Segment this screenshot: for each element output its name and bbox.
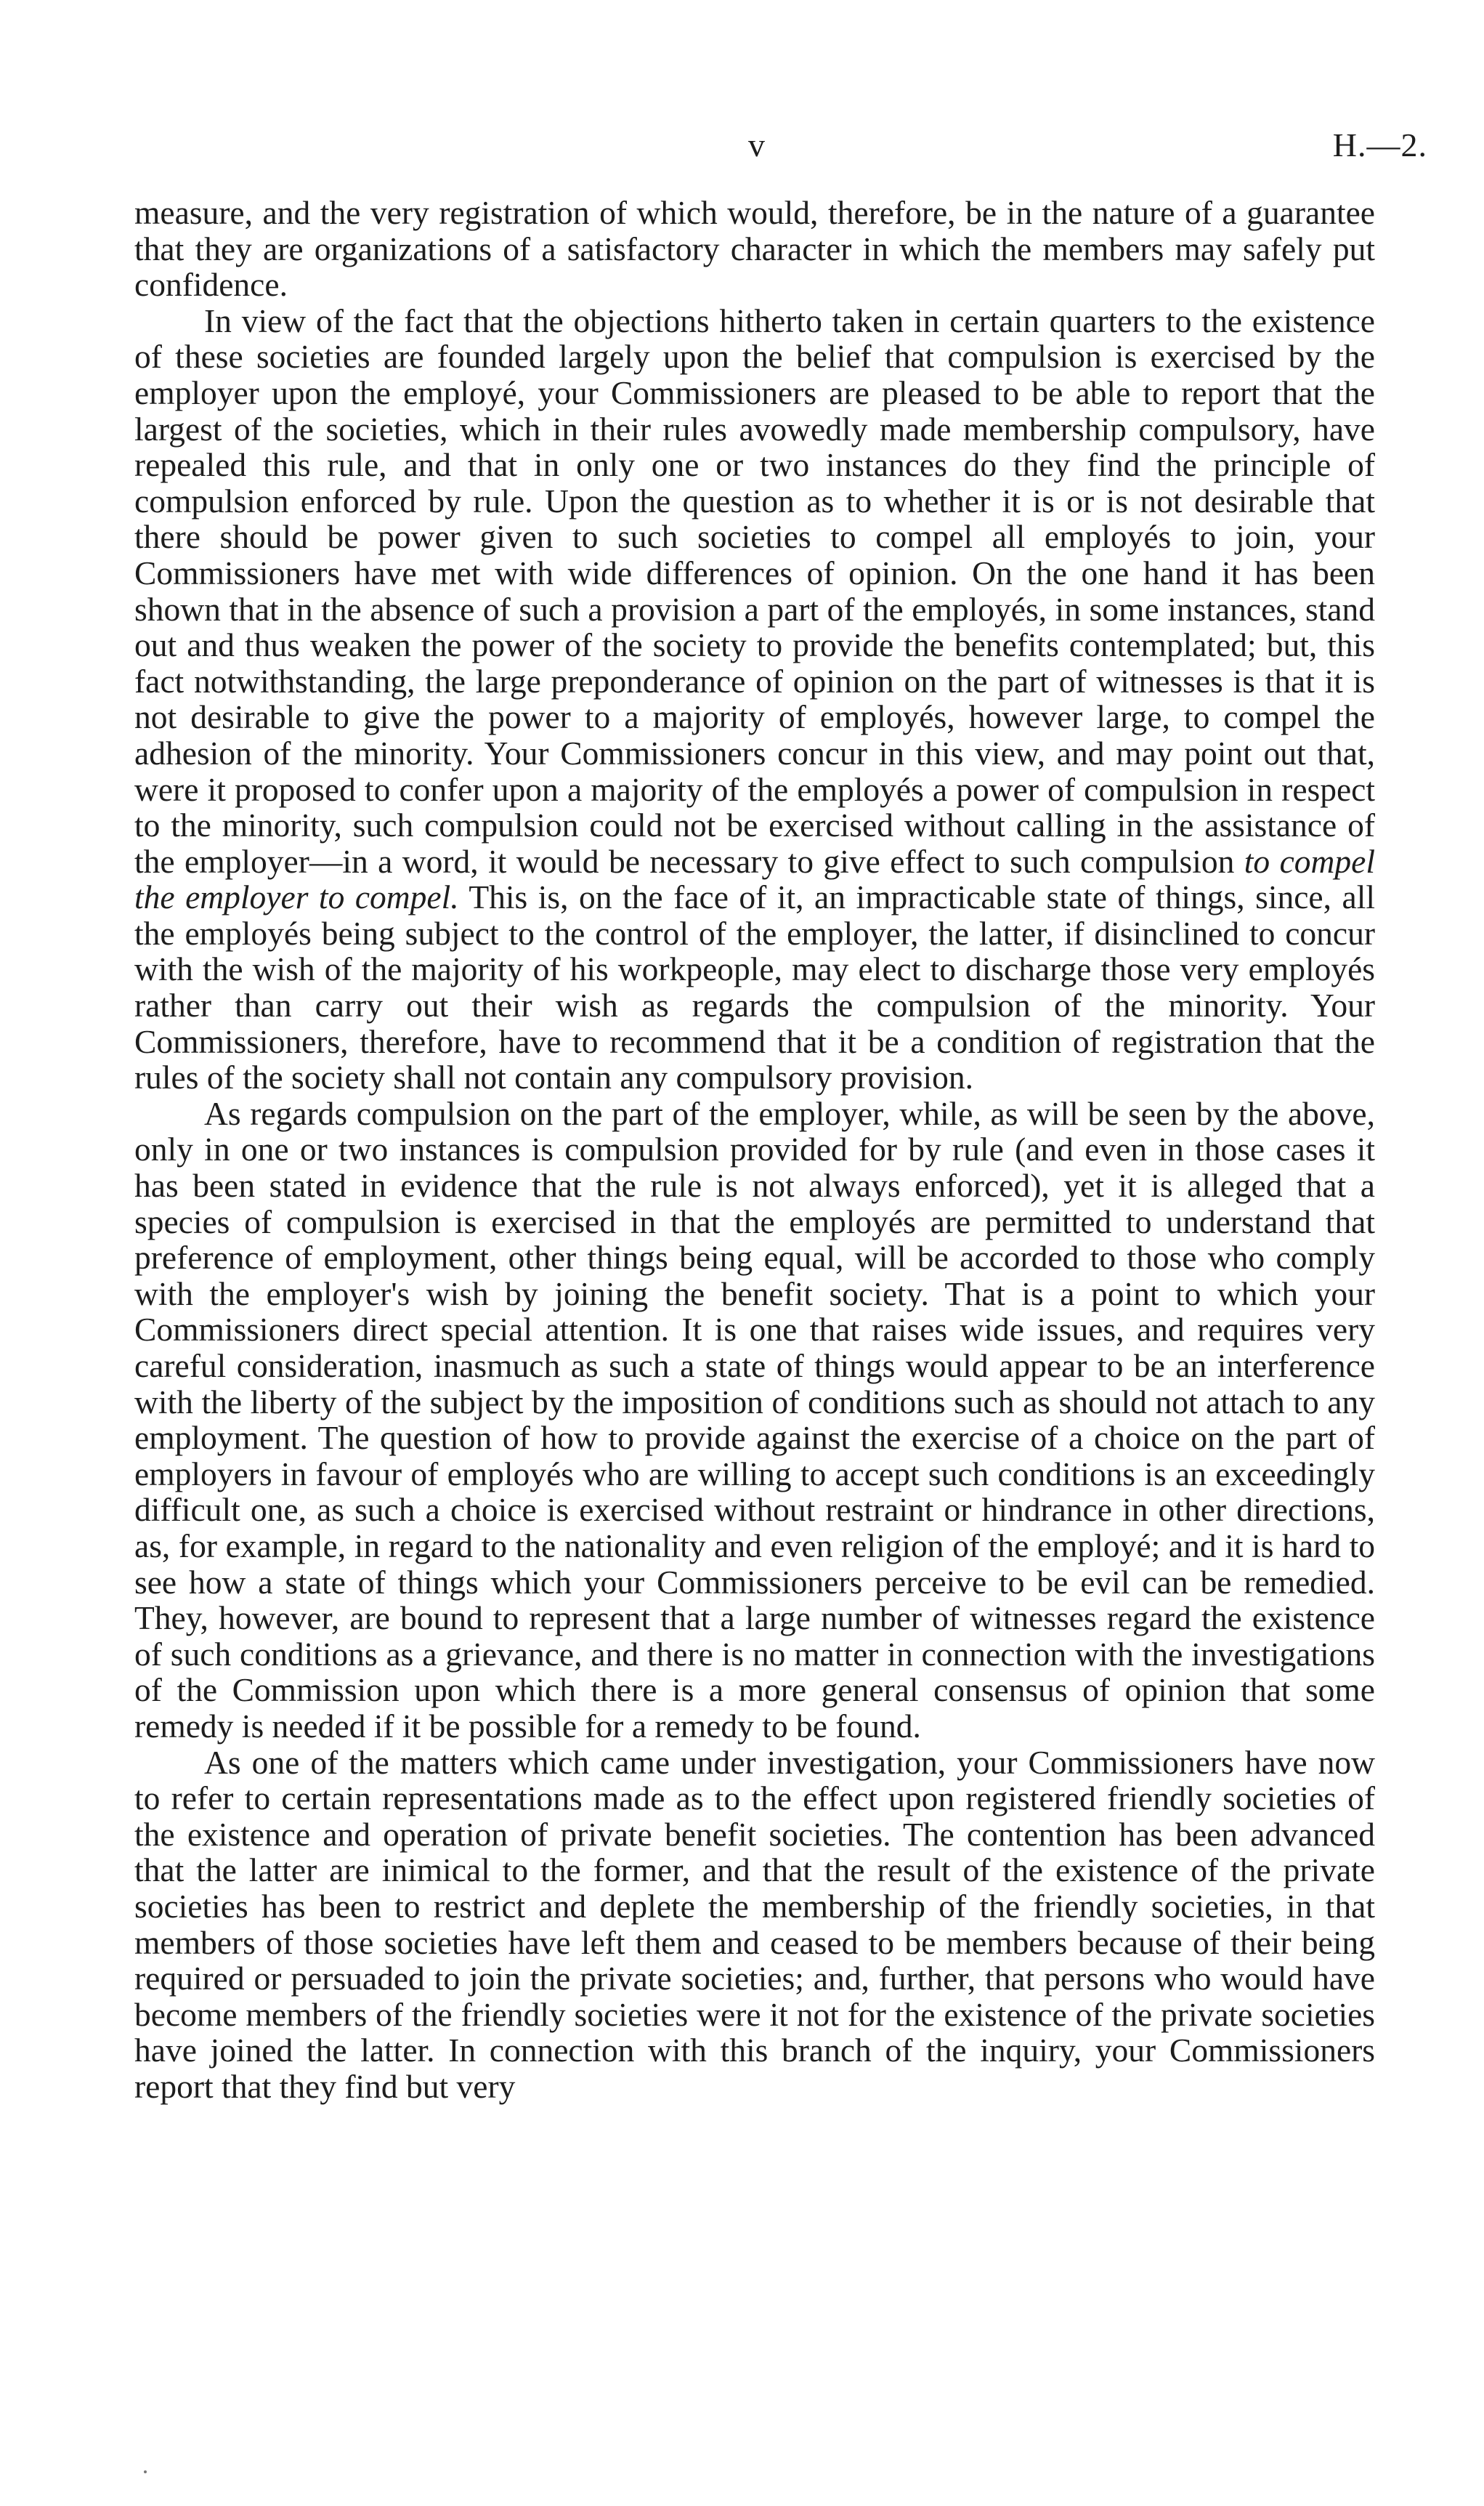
paragraph-text-after: This is, on the face of it, an impracticable state of things, since, all the employés being subject to the control of the employer, the latter, if disinclined to concur with the wish of the majority of his workpeople, may elect to discharge those very employés rather than carry out their wish as regards the compulsion of the minority. Your Commissioners, therefore, have to recommend that it be a condition of registration that the rules of the society shall not contain any compulsory provision.: [134, 878, 1375, 1096]
paragraph-compulsion-employer: [134, 1096, 1375, 1745]
paragraph-text: In view of the fact that the objections hitherto taken in certain quarters to the existence of these societies are founded largely upon the belief that compulsion is exercised by the employer upon the employé, your Commissioners are pleased to be able to report that the largest of the societies, which in their rules avowedly made membership compulsory, have repealed this rule, and that in only one or two instances do they find the principle of compulsion enforced by rule. Upon the question as to whether it is or is not desirable that there should be power given to such societies to compel all employés to join, your Commissioners have met with wide differences of opinion. On the one hand it has been shown that in the absence of such a provision a part of the employés, in some instances, stand out and thus weaken the power of the society to provide the benefits contemplated; but, this fact notwithstanding, the large preponderance of opinion on the part of witnesses is that it is not desirable to give the power to a majority of employés, however large, to compel the adhesion of the minority. Your Commissioners concur in this view, and may point out that, were it proposed to confer upon a majority of the employés a power of compulsion in respect to the minority, such compulsion could not be exercised without calling in the assistance of the employer—in a word, it would be necessary to give effect to such compulsion: [134, 302, 1375, 880]
paragraph-text: As one of the matters which came under investigation, your Commissioners have now to refer to certain representations made as to the effect upon registered friendly societies of the existence and operation of private benefit societies. The contention has been advanced that the latter are inimical to the former, and that the result of the existence of the private societies has been to restrict and deplete the membership of the friendly societies, in that members of those societies have left them and ceased to be members because of their being required or persuaded to join the private societies; and, further, that persons who would have become members of the friendly societies were it not for the existence of the private societies have joined the latter. In connection with this branch of the inquiry, your Commissioners report that they find but very: [134, 1743, 1375, 2105]
paragraph-compulsion-employes: [134, 303, 1375, 1096]
page-header: [0, 124, 1484, 167]
body-text: [134, 195, 1375, 2104]
emphasis-text: to compel the employer to compel.: [134, 842, 1375, 916]
scan-speck: [144, 2470, 147, 2473]
paragraph-text: measure, and the very registration of which would, therefore, be in the nature of a guarantee that they are organizations of a satisfactory character in which the members may safely put confidence.: [134, 194, 1375, 304]
paragraph-text: As regards compulsion on the part of the employer, while, as will be seen by the above, only in one or two instances is compulsion provided for by rule (and even in those cases it has been stated in evidence that the rule is not always enforced), yet it is alleged that a species of compulsion is exercised in that the employés are permitted to understand that preference of employment, other things being equal, will be accorded to those who comply with the employer's wish by joining the benefit society. That is a point to which your Commissioners direct special attention. It is one that raises wide issues, and requires very careful consideration, inasmuch as such a state of things would appear to be an interference with the liberty of the subject by the imposition of conditions such as should not attach to any employment. The question of how to provide against the exercise of a choice on the part of employers in favour of employés who are willing to accept such conditions is an exceedingly difficult one, as such a choice is exercised without restraint or hindrance in other directions, as, for example, in regard to the nationality and even religion of the employé; and it is hard to see how a state of things which your Commissioners perceive to be evil can be remedied. They, however, are bound to represent that a large number of witnesses regard the existence of such conditions as a grievance, and there is no matter in connection with the investigations of the Commission upon which there is a more general consensus of opinion that some remedy is needed if it be possible for a remedy to be found.: [134, 1094, 1375, 1745]
paragraph-continuation: [134, 195, 1375, 303]
paragraph-friendly-societies: [134, 1745, 1375, 2105]
page-number: v: [748, 126, 765, 163]
document-reference: H.—2.: [1332, 126, 1427, 163]
